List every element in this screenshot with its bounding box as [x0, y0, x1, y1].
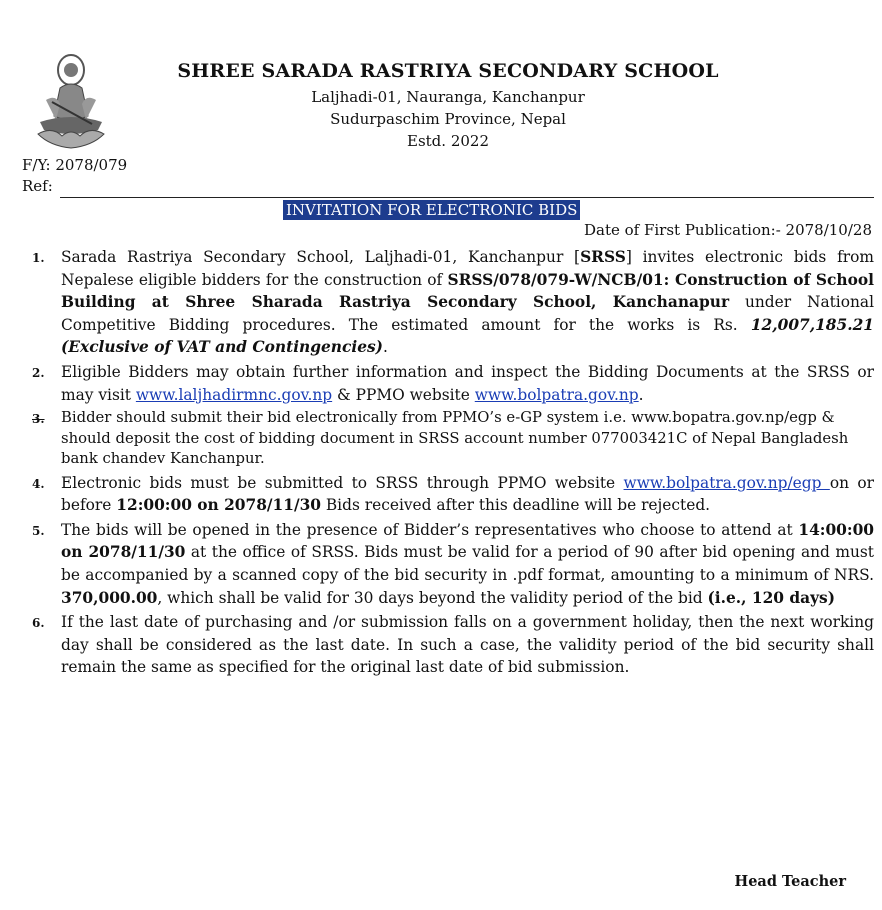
- item-text: .: [638, 385, 644, 404]
- reference: Ref:: [22, 177, 53, 195]
- estimated-amount: 12,007,185.21 (Exclusive of VAT and Contingencies): [61, 315, 874, 357]
- item-text: Electronic bids must be submitted to SRSS through PPMO website: [61, 473, 624, 492]
- list-item: [0, 361, 882, 406]
- item-text: under National Competitive Bidding procedures. The estimated amount for the works is Rs.: [61, 293, 874, 334]
- item-text: on or before: [61, 473, 874, 515]
- address-province: Sudurpaschim Province, Nepal: [330, 110, 566, 128]
- item-text: Sarada Rastriya Secondary School, Laljhadi-01, Kanchanpur [: [61, 248, 581, 266]
- item-number: 6.: [32, 616, 45, 631]
- item-bold: SRSS: [580, 248, 626, 266]
- notice-title: INVITATION FOR ELECTRONIC BIDS: [283, 200, 580, 220]
- item-number: 4.: [32, 476, 45, 491]
- ppmo-website-link[interactable]: www.bolpatra.gov.np: [474, 385, 639, 404]
- established-year: Estd. 2022: [407, 132, 489, 150]
- opening-time: 14:00:00 on 2078/11/30: [61, 520, 874, 562]
- egp-website-link[interactable]: www.bolpatra.gov.np/egp: [623, 473, 830, 492]
- bid-security-amount: 370,000.00: [61, 588, 158, 607]
- item-number: 3.: [32, 412, 45, 427]
- list-item: [0, 519, 882, 609]
- item-text: If the last date of purchasing and /or submission falls on a government holiday, then the next working day shall be considered as the last date. In such a case, the validity period of the bid security shall remain the same as specified for the original last date of bid submission.: [61, 613, 874, 677]
- item-text: Bids received after this deadline will be rejected.: [320, 496, 711, 515]
- school-name: SHREE SARADA RASTRIYA SECONDARY SCHOOL: [177, 60, 719, 82]
- school-website-link[interactable]: www.laljhadirmnc.gov.np: [135, 385, 333, 404]
- list-item: [0, 408, 882, 470]
- list-item: [0, 246, 882, 359]
- fiscal-year: F/Y: 2078/079: [22, 156, 128, 174]
- item-number: 5.: [32, 523, 45, 538]
- publication-date: Date of First Publication:- 2078/10/28: [583, 221, 872, 239]
- item-text: Bidder should submit their bid electronically from PPMO’s e-GP system i.e. www.bopatra.gov.np/egp & should deposit the cost of bidding document in SRSS account number 077003421C of Nepal Bangladesh bank chandev Kanchanpur.: [61, 409, 849, 468]
- item-text: at the office of SRSS. Bids must be valid for a period of 90 after bid opening and must be accompanied by a scanned copy of the bid security in .pdf format, amounting to a minimum of NRS.: [61, 543, 874, 585]
- header-divider: [60, 197, 874, 198]
- signature-title: Head Teacher: [734, 873, 846, 890]
- item-text: ] invites electronic bids from Nepalese eligible bidders for the construction of: [61, 248, 874, 289]
- item-text: , which shall be valid for 30 days beyond the validity period of the bid: [157, 588, 708, 607]
- item-text: The bids will be opened in the presence of Bidder’s representatives who choose to attend at: [61, 520, 799, 539]
- item-text: .: [382, 338, 388, 357]
- list-item: [0, 611, 882, 679]
- item-number: 1.: [32, 251, 45, 265]
- item-bold: (i.e., 120 days): [707, 588, 835, 607]
- address-line: Laljhadi-01, Nauranga, Kanchanpur: [311, 88, 585, 106]
- submission-deadline: 12:00:00 on 2078/11/30: [116, 496, 321, 515]
- item-text: & PPMO website: [332, 385, 475, 404]
- item-bold: SRSS/078/079-W/NCB/01: Construction of School Building at Shree Sharada Rastriya Secondary School, Kanchanapur: [61, 270, 874, 312]
- item-text: Eligible Bidders may obtain further information and inspect the Bidding Documents at the SRSS or may visit: [61, 362, 874, 404]
- notice-items: [0, 246, 882, 681]
- item-number: 2.: [32, 365, 45, 380]
- list-item: [0, 472, 882, 517]
